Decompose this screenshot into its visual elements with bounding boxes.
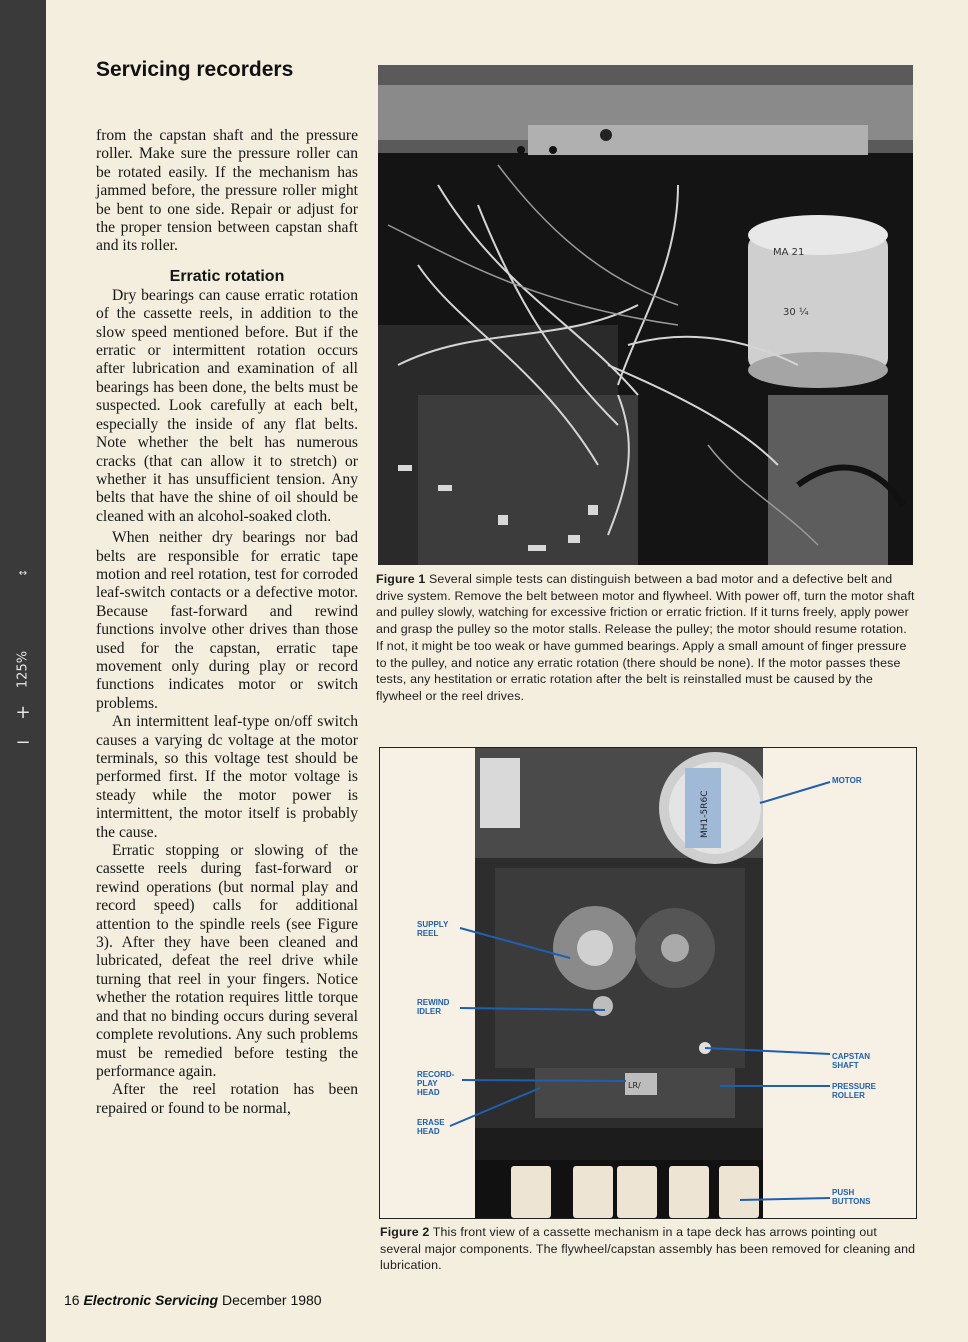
paragraph: Erratic stopping or slowing of the cassette reels during fast-forward or rewind operations (but normal play and record speed) calls for additional attention to the spindle reels (see Figure 3). After they have been cleaned and lubricated, defeat the reel drive while turning that reel in your fingers. Notice whether the rotation requires little torque and that no binding occurs during several complete revolutions. Any such problems must be remedied before testing the performance again. [96, 842, 358, 1080]
issue-date: December 1980 [221, 1292, 322, 1308]
figure1-caption-text: Several simple tests can distinguish between a bad motor and a defective belt and drive system. Remove the belt between motor and flywheel. With power off, turn the motor shaft and pulley slowly, watching for excessive friction or erratic friction. If it turns freely, apply power and grasp the pulley so the motor stalls. Release the pulley; the motor should resume rotation. If not, it might be too weak or have gummed bearings. Apply a small amount of finger pressure to the pulley, and notice any erratic rotation (there should be none). If the motor passes these tests, any hestitation or erratic rotation after the belt is reinstalled must be caused by the flywheel or the reel drives. [376, 572, 915, 703]
label-rewind-idler: REWIND IDLER [417, 998, 450, 1016]
label-pressure-roller: PRESSURE ROLLER [832, 1082, 877, 1100]
expand-icon[interactable]: ↔ [18, 568, 28, 579]
figure1-label: Figure 1 [376, 572, 426, 586]
magazine-page [46, 0, 968, 1342]
label-erase-head: ERASE HEAD [417, 1118, 445, 1136]
paragraph: An intermittent leaf-type on/off switch causes a varying dc voltage at the motor terminals, so this voltage test should be performed first. If the motor voltage is steady while the motor power is intermittent, the motor itself is probably the cause. [96, 713, 358, 841]
publication-name: Electronic Servicing [83, 1292, 219, 1308]
label-push-buttons: PUSH BUTTONS [832, 1188, 871, 1206]
article-column [96, 127, 358, 1118]
zoom-out-button[interactable]: − [15, 732, 31, 753]
figure2-arrows [380, 748, 916, 1218]
figure2-frame [379, 747, 917, 1219]
motor-label-text: MA 21 [773, 247, 805, 258]
figure1-photo [378, 65, 913, 565]
zoom-level: 125% [15, 650, 31, 689]
paragraph: Dry bearings can cause erratic rotation of the cassette reels, in addition to the slow speed mentioned before. But if the erratic or intermittent rotation occurs after lubrication and examination of all bearings has been done, the belts must be suspected. Look carefully at each belt, especially the inside of any flat belts. Note whether the belt has numerous cracks (that can allow it to stretch) or whether it has unsufficient tension. Any belts that have the shine of oil should be cleaned with an alcohol-soaked cloth. [96, 286, 358, 525]
page-title: Servicing recorders [96, 58, 294, 81]
label-capstan-shaft: CAPSTAN SHAFT [832, 1052, 871, 1070]
page-footer [64, 1292, 322, 1308]
paragraph: After the reel rotation has been repaired or found to be normal, [96, 1081, 358, 1117]
section-heading: Erratic rotation [169, 267, 285, 285]
label-record-play-head: RECORD- PLAY HEAD [417, 1070, 455, 1097]
head-text: LR/ [628, 1081, 641, 1090]
paragraph: from the capstan shaft and the pressure roller. Make sure the pressure roller can be rotated easily. If the mechanism has jammed before, the pressure roller might be bent to one side. Repair or adjust for the proper tension between capstan shaft and its roller. [96, 127, 358, 255]
zoom-in-button[interactable]: + [15, 702, 31, 723]
paragraph: When neither dry bearings nor bad belts are responsible for erratic tape motion and reel rotation, test for corroded leaf-switch contacts or a defective motor. Because fast-forward and rewind functions involve other drives than those used for the capstan, erratic tape movement only during play or record functions indicates motor or switch problems. [96, 529, 358, 712]
motor-model-text: MH1-5R6C [700, 790, 710, 838]
page-number: 16 [64, 1292, 80, 1308]
motor-label-text: 30 ¼ [783, 307, 809, 318]
label-supply-reel: SUPPLY REEL [417, 920, 449, 938]
figure2-caption-text: This front view of a cassette mechanism in a tape deck has arrows pointing out several major components. The flywheel/capstan assembly has been removed for cleaning and lubrication. [380, 1225, 916, 1273]
figure1-caption [376, 571, 916, 705]
label-motor: MOTOR [832, 776, 862, 785]
viewer-toolbar [0, 0, 46, 1342]
figure2-label: Figure 2 [380, 1225, 430, 1239]
figure2-caption [380, 1224, 918, 1274]
